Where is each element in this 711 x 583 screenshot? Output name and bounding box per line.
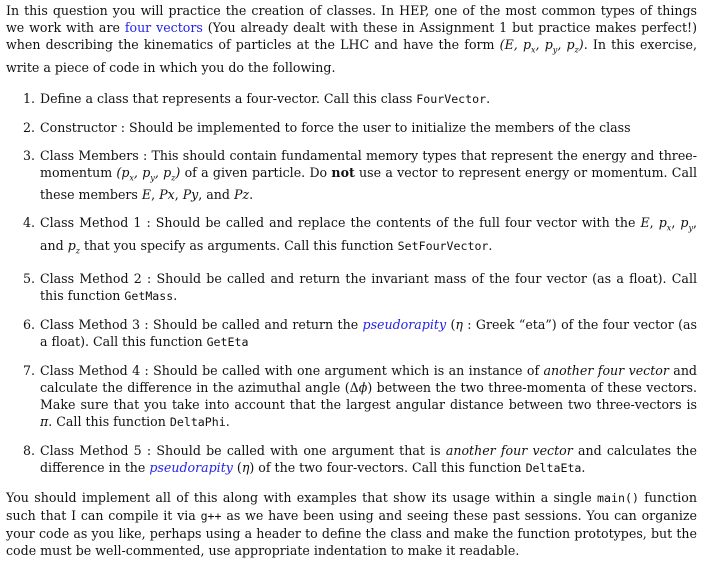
item-number: 5.	[23, 271, 36, 287]
item-number: 6.	[23, 317, 36, 333]
item-number: 7.	[23, 363, 36, 379]
item-text: . Call this function	[48, 414, 170, 430]
code-geteta: GetEta	[206, 335, 249, 350]
separator: ,	[174, 187, 183, 203]
code-setfourvector: SetFourVector	[397, 238, 489, 253]
item-text: .	[173, 288, 178, 304]
code-getmass: GetMass	[124, 289, 174, 304]
item-text: Class Method 1 : Should be called and replace the contents of the full four vector with the	[40, 215, 641, 231]
member-pz: Pz	[234, 187, 250, 203]
item-text: of a given particle. Do	[180, 164, 332, 180]
item-number: 8.	[23, 443, 36, 459]
item-text: .	[581, 460, 586, 476]
emphasis-not: not	[331, 164, 355, 180]
item-number: 3.	[23, 147, 36, 163]
momentum-math: ($p_x$, $p_y$, $p_z$)	[116, 164, 181, 183]
code-main: main()	[597, 491, 639, 506]
item-number: 1.	[23, 90, 36, 106]
item-text: Class Method 2 : Should be called and return the invariant mass of the four vector (as a float). Call this function	[40, 271, 697, 304]
list-item-8	[6, 442, 697, 477]
intro-paragraph	[6, 2, 697, 76]
phi-symbol: ϕ	[358, 380, 368, 396]
four-vector-form-math: (E, $p_x$, $p_y$, $p_z$)	[499, 37, 584, 55]
arg-px: $p_x$	[658, 215, 672, 233]
item-text: : Greek “eta”) of the four vector (as a float). Call this function	[40, 317, 697, 350]
item-text: and calculate the difference in the azimuthal angle (Δ	[40, 363, 697, 396]
arg-py: $p_y$	[680, 215, 693, 233]
item-text: and calculates the difference in the	[40, 443, 697, 476]
member-py: Py	[182, 187, 199, 203]
intro-text: In this question you will practice the creation of classes. In HEP, one of the most common types of things we work with are	[6, 3, 697, 35]
item-text: Constructor : Should be implemented to force the user to initialize the members of the class	[40, 119, 631, 135]
outro-text: function such that I can compile it via	[6, 490, 697, 524]
list-item-2	[6, 119, 697, 136]
list-item-4: 4. Class Method 1 : Should be called and replace the contents of the full four vector with the E, $p_x$, $p_y$, and $p_z$ that you specify as arguments. Call this function SetFourVector.	[23, 215, 697, 256]
code-deltaphi: DeltaPhi	[169, 415, 226, 430]
arg-pz: $p_z$	[67, 237, 80, 256]
item-text: .	[488, 237, 493, 253]
code-fourvector: FourVector	[416, 91, 487, 106]
code-deltaeta: DeltaEta	[525, 461, 582, 476]
separator: , and	[198, 187, 234, 203]
item-text: .	[249, 187, 254, 203]
list-item-5	[6, 270, 697, 305]
item-text: Class Members : This should contain fundamental memory types that represent the energy and three-momentum	[40, 147, 697, 180]
item-text: Class Method 4 : Should be called with one argument which is an instance of	[40, 363, 544, 379]
item-text: (	[232, 460, 242, 476]
emphasis-another-four-vector: another four vector	[543, 363, 669, 379]
item-text: ) between the two three-momenta of these vectors. Make sure that you take into account that the largest angular distance between two three-vectors is	[40, 380, 697, 413]
pseudorapidity-link[interactable]: pseudorapity	[149, 460, 233, 476]
four-vectors-link[interactable]: four vectors	[124, 20, 203, 35]
item-number: 2.	[23, 119, 36, 135]
outro-text: You should implement all of this along with examples that show its usage within a single	[6, 490, 598, 506]
code-gpp: g++	[200, 509, 222, 524]
list-item-3	[6, 147, 697, 204]
item-text: (	[446, 317, 456, 333]
separator: ,	[151, 187, 160, 203]
item-text: .	[225, 414, 230, 430]
item-number: 4.	[23, 215, 36, 231]
intro-text: . In this exercise, write a piece of code in which you do the following.	[6, 37, 697, 75]
item-text: that you specify as arguments. Call this function	[79, 237, 398, 253]
pseudorapidity-link[interactable]: pseudorapity	[362, 317, 447, 333]
emphasis-another-four-vector: another four vector	[445, 443, 573, 459]
item-text: Define a class that represents a four-vector. Call this class	[40, 90, 417, 106]
list-item-6	[6, 316, 697, 351]
eta-symbol: η	[241, 460, 250, 476]
member-px: Px	[159, 187, 175, 203]
requirements-list	[6, 90, 697, 478]
outro-text: as we have been using and seeing these past sessions. You can organize your code as you like, perhaps using a header to define the class and make the function prototypes, but the code must be well-commented, use appropriate indentation to make it readable.	[6, 508, 697, 559]
list-item-7	[6, 362, 697, 431]
arg-e: E	[640, 215, 650, 231]
intro-text: (You already dealt with these in Assignment 1 but practice makes perfect!) when describing the kinematics of particles at the LHC and have the form	[6, 20, 697, 52]
item-text: ) of the two four-vectors. Call this function	[249, 460, 526, 476]
member-e: E	[141, 187, 152, 203]
eta-symbol: η	[455, 317, 463, 333]
item-text: use a vector to represent energy or momentum. Call these members	[40, 164, 698, 203]
item-text: Class Method 5 : Should be called with one argument that is	[40, 443, 446, 459]
item-text: .	[486, 90, 491, 106]
pi-symbol: π	[40, 414, 49, 430]
list-item-1	[6, 90, 697, 108]
outro-paragraph	[6, 489, 697, 559]
item-text: Class Method 3 : Should be called and return the	[40, 317, 363, 333]
